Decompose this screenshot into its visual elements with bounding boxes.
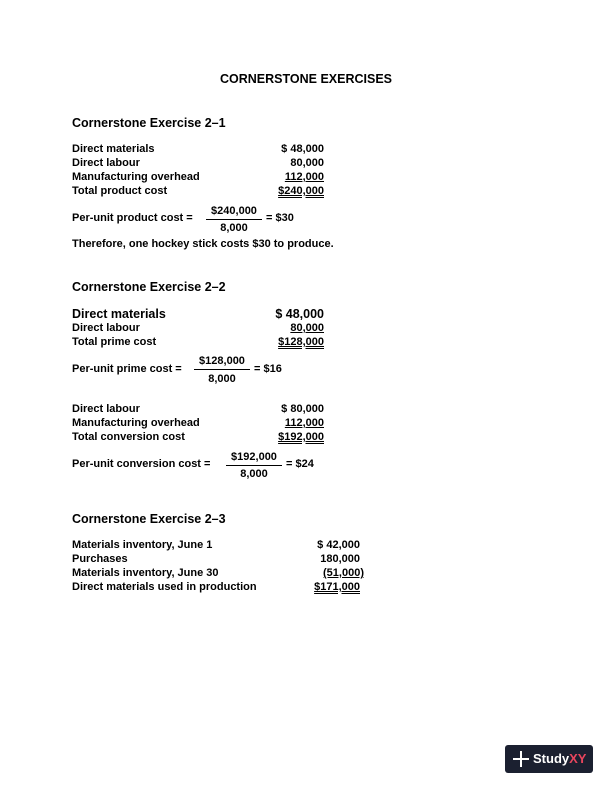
studyxy-badge[interactable] (505, 745, 593, 773)
ex2-conversion-row-label: Direct labour (72, 403, 140, 415)
ex1-row-value: $ 48,000 (281, 143, 324, 155)
ex3-row-label: Materials inventory, June 1 (72, 539, 213, 551)
ex2-conversion-total-label: Total conversion cost (72, 431, 185, 443)
ex3-row-value: 180,000 (320, 553, 360, 565)
plus-icon (513, 751, 529, 767)
ex2-prime-row-label: Direct materials (72, 307, 166, 321)
ex2-conversion-formula-label: Per-unit conversion cost = (72, 458, 211, 470)
ex1-row-label: Direct labour (72, 157, 140, 169)
ex2-prime-total-label: Total prime cost (72, 336, 157, 348)
exercise-2-3-heading: Cornerstone Exercise 2–3 (72, 512, 226, 526)
ex1-total-label: Total product cost (72, 185, 168, 197)
ex1-row-label: Direct materials (72, 143, 155, 155)
ex1-conclusion: Therefore, one hockey stick costs $30 to produce. (72, 238, 334, 250)
exercise-2-1-heading: Cornerstone Exercise 2–1 (72, 116, 226, 130)
ex1-formula-result: = $30 (266, 212, 294, 224)
badge-accent: XY (569, 751, 587, 766)
ex1-total-value: $240,000 (278, 185, 324, 197)
ex2-prime-formula-label: Per-unit prime cost = (72, 363, 182, 375)
ex2-prime-formula-result: = $16 (254, 363, 282, 375)
ex3-total-value: $171,000 (314, 581, 360, 593)
ex2-conversion-formula-numerator: $192,000 (231, 451, 277, 463)
ex2-prime-formula-numerator: $128,000 (199, 355, 245, 367)
ex2-conversion-formula-result: = $24 (286, 458, 314, 470)
ex3-total-label: Direct materials used in production (72, 581, 257, 593)
ex3-row-value: $ 42,000 (317, 539, 360, 551)
ex2-prime-total-value: $128,000 (278, 336, 324, 348)
ex2-prime-row-value: 80,000 (290, 322, 324, 334)
ex3-row-label: Materials inventory, June 30 (72, 567, 219, 579)
badge-prefix: Study (533, 751, 570, 766)
fraction-bar (206, 219, 262, 220)
ex2-prime-formula-denominator: 8,000 (208, 373, 236, 385)
ex2-conversion-row-label: Manufacturing overhead (72, 417, 200, 429)
ex2-prime-row-label: Direct labour (72, 322, 140, 334)
ex3-row-label: Purchases (72, 553, 128, 565)
exercise-2-2-heading: Cornerstone Exercise 2–2 (72, 280, 226, 294)
ex2-conversion-total-value: $192,000 (278, 431, 324, 443)
page-title: CORNERSTONE EXERCISES (219, 72, 393, 86)
ex3-row-value: (51,000) (323, 567, 364, 579)
ex1-formula-label: Per-unit product cost = (72, 212, 193, 224)
ex2-conversion-row-value: $ 80,000 (281, 403, 324, 415)
ex1-formula-numerator: $240,000 (211, 205, 257, 217)
fraction-bar (226, 465, 282, 466)
badge-label (533, 751, 586, 766)
fraction-bar (194, 369, 250, 370)
ex2-conversion-formula-denominator: 8,000 (240, 468, 268, 480)
ex2-prime-row-value: $ 48,000 (275, 307, 324, 321)
ex1-formula-denominator: 8,000 (220, 222, 248, 234)
ex1-row-value: 80,000 (290, 157, 324, 169)
ex2-conversion-row-value: 112,000 (284, 417, 324, 429)
ex1-row-label: Manufacturing overhead (72, 171, 200, 183)
ex1-row-value: 112,000 (284, 171, 324, 183)
